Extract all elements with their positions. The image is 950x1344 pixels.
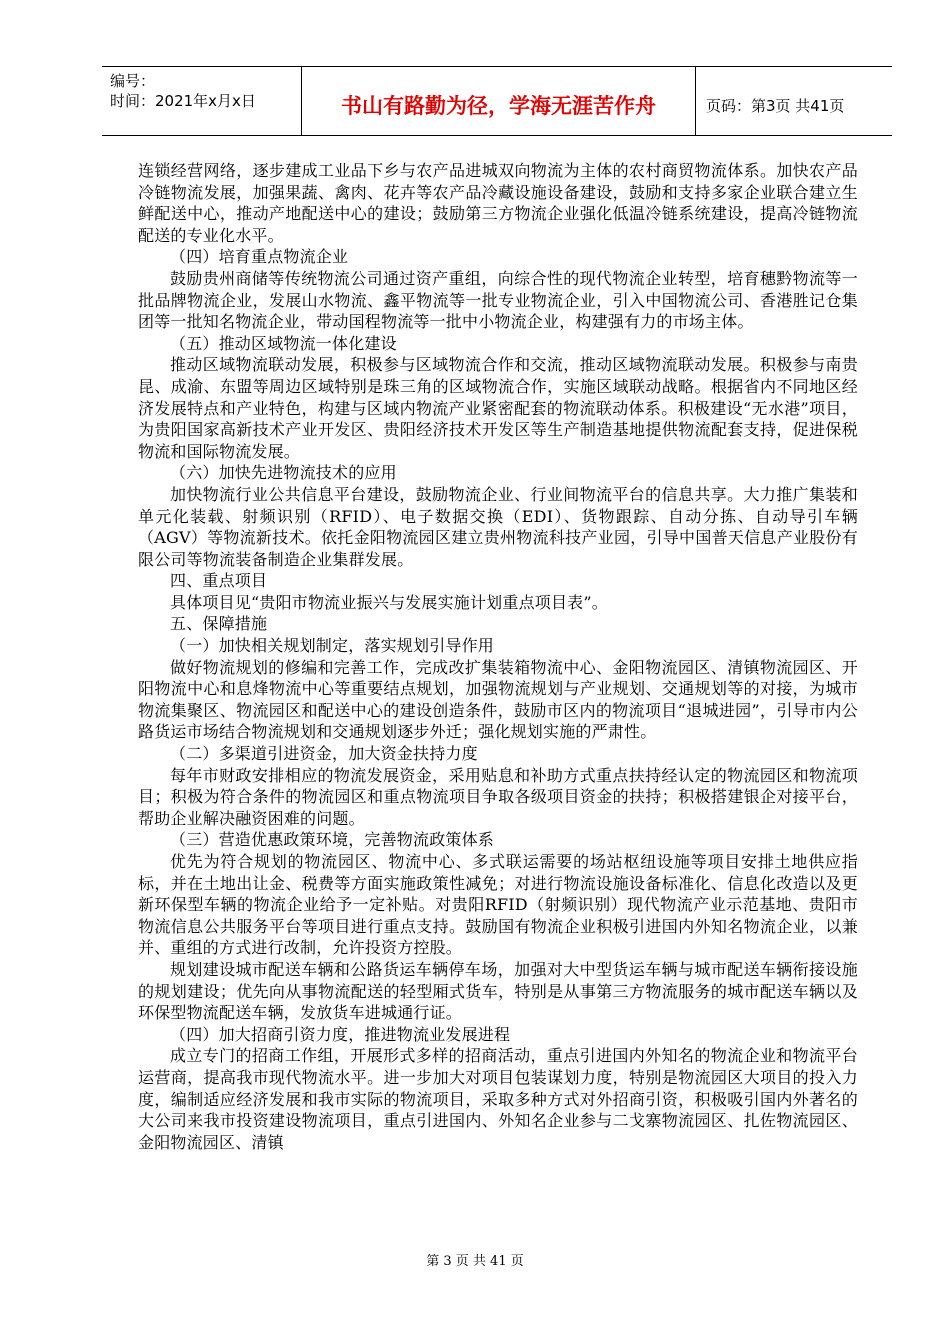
paragraph: 具体项目见“贵阳市物流业振兴与发展实施计划重点项目表”。 xyxy=(170,592,608,612)
paragraph: （五）推动区域物流一体化建设 xyxy=(170,333,397,353)
paragraph: 五、保障措施 xyxy=(170,614,268,634)
paragraph: 规划建设城市配送车辆和公路货运车辆停车场，加强对大中型货运车辆与城市配送车辆衔接设施的规划建设；优先向从事物流配送的轻型厢式货车，特别是从事第三方物流服务的城市配送车辆以及环保型物流配送车辆，发放货车进城通行证。 xyxy=(138,959,858,1023)
header-meta xyxy=(102,67,302,135)
paragraph: 每年市财政安排相应的物流发展资金，采用贴息和补助方式重点扶持经认定的物流园区和物流项目；积极为符合条件的物流园区和重点物流项目争取各级项目资金的扶持；积极搭建银企对接平台，帮助企业解决融资困难的问题。 xyxy=(138,765,858,828)
paragraph: 加快物流行业公共信息平台建设，鼓励物流企业、行业间物流平台的信息共享。大力推广集装和单元化装载、射频识别（RFID）、电子数据交换（EDI）、货物跟踪、自动分拣、自动导引车辆（AGV）等物流新技术。依托金阳物流园区建立贵州物流科技产业园，引导中国普天信息产业股份有限公司等物流装备制造企业集群发展。 xyxy=(138,484,858,569)
page-footer: 第 3 页 共 41 页 xyxy=(426,1254,524,1269)
header-motto: 书山有路勤为径，学海无涯苦作舟 xyxy=(302,67,696,135)
header-page-number: 页码：第3页 共41页 xyxy=(706,96,845,115)
paragraph: （四）加大招商引资力度，推进物流业发展进程 xyxy=(170,1024,511,1044)
paragraph: 推动区域物流联动发展，积极参与区域物流合作和交流，推动区域物流联动发展。积极参与南贵昆、成渝、东盟等周边区域特别是珠三角的区域物流合作，实施区域联动战略。根据省内不同地区经济发展特点和产业特色，构建与区域内物流产业紧密配套的物流联动体系。积极建设“无水港”项目，为贵阳国家高新技术产业开发区、贵阳经济技术开发区等生产制造基地提供物流配套支持，促进保税物流和国际物流发展。 xyxy=(138,355,858,461)
paragraph: （一）加快相关规划制定，落实规划引导作用 xyxy=(170,636,495,656)
page-header xyxy=(102,66,892,136)
paragraph: 优先为符合规划的物流园区、物流中心、多式联运需要的场站枢纽设施等项目安排土地供应指标，并在土地出让金、税费等方面实施政策性减免；对进行物流设施设备标准化、信息化改造以及更新环保型车辆的物流企业给予一定补贴。对贵阳RFID（射频识别）现代物流产业示范基地、贵阳市物流信息公共服务平台等项目进行重点支持。鼓励国有物流企业积极引进国内外知名物流企业，以兼并、重组的方式进行改制，允许投资方控股。 xyxy=(138,852,858,958)
serial-number-label: 编号： xyxy=(110,72,156,90)
date-label: 时间：2021年x月x日 xyxy=(110,92,256,110)
paragraph: 成立专门的招商工作组，开展形式多样的招商活动，重点引进国内外知名的物流企业和物流平台运营商，提高我市现代物流水平。进一步加大对项目包装谋划力度，特别是物流园区大项目的投入力度，编制适应经济发展和我市实际的物流项目，采取多种方式对外招商引资，积极吸引国内外著名的大公司来我市投资建设物流项目，重点引进国内、外知名企业参与二戈寨物流园区、扎佐物流园区、金阳物流园区、清镇 xyxy=(138,1046,858,1152)
paragraph: （六）加快先进物流技术的应用 xyxy=(170,463,397,483)
paragraph: 做好物流规划的修编和完善工作，完成改扩集装箱物流中心、金阳物流园区、清镇物流园区、开阳物流中心和息烽物流中心等重要结点规划，加强物流规划与产业规划、交通规划等的对接，为城市物流集聚区、物流园区和配送中心的建设创造条件，鼓励市区内的物流项目“退城进园”，引导市内公路货运市场结合物流规划和交通规划逐步外迁；强化规划实施的严肃性。 xyxy=(138,657,858,742)
paragraph: 四、重点项目 xyxy=(170,571,268,591)
paragraph: 连锁经营网络，逐步建成工业品下乡与农产品进城双向物流为主体的农村商贸物流体系。加快农产品冷链物流发展，加强果蔬、禽肉、花卉等农产品冷藏设施设备建设，鼓励和支持多家企业联合建立生鲜配送中心，推动产地配送中心的建设；鼓励第三方物流企业强化低温冷链系统建设，提高冷链物流配送的专业化水平。 xyxy=(138,161,858,245)
paragraph: （三）营造优惠政策环境，完善物流政策体系 xyxy=(170,830,495,850)
document-body xyxy=(138,160,858,1153)
paragraph: （四）培育重点物流企业 xyxy=(170,247,349,267)
paragraph: （二）多渠道引进资金，加大资金扶持力度 xyxy=(170,744,478,764)
paragraph: 鼓励贵州商储等传统物流公司通过资产重组，向综合性的现代物流企业转型，培育穗黔物流等一批品牌物流企业，发展山水物流、鑫平物流等一批专业物流企业，引入中国物流公司、香港胜记仓集团等一批知名物流企业，带动国程物流等一批中小物流企业，构建强有力的市场主体。 xyxy=(138,268,858,332)
